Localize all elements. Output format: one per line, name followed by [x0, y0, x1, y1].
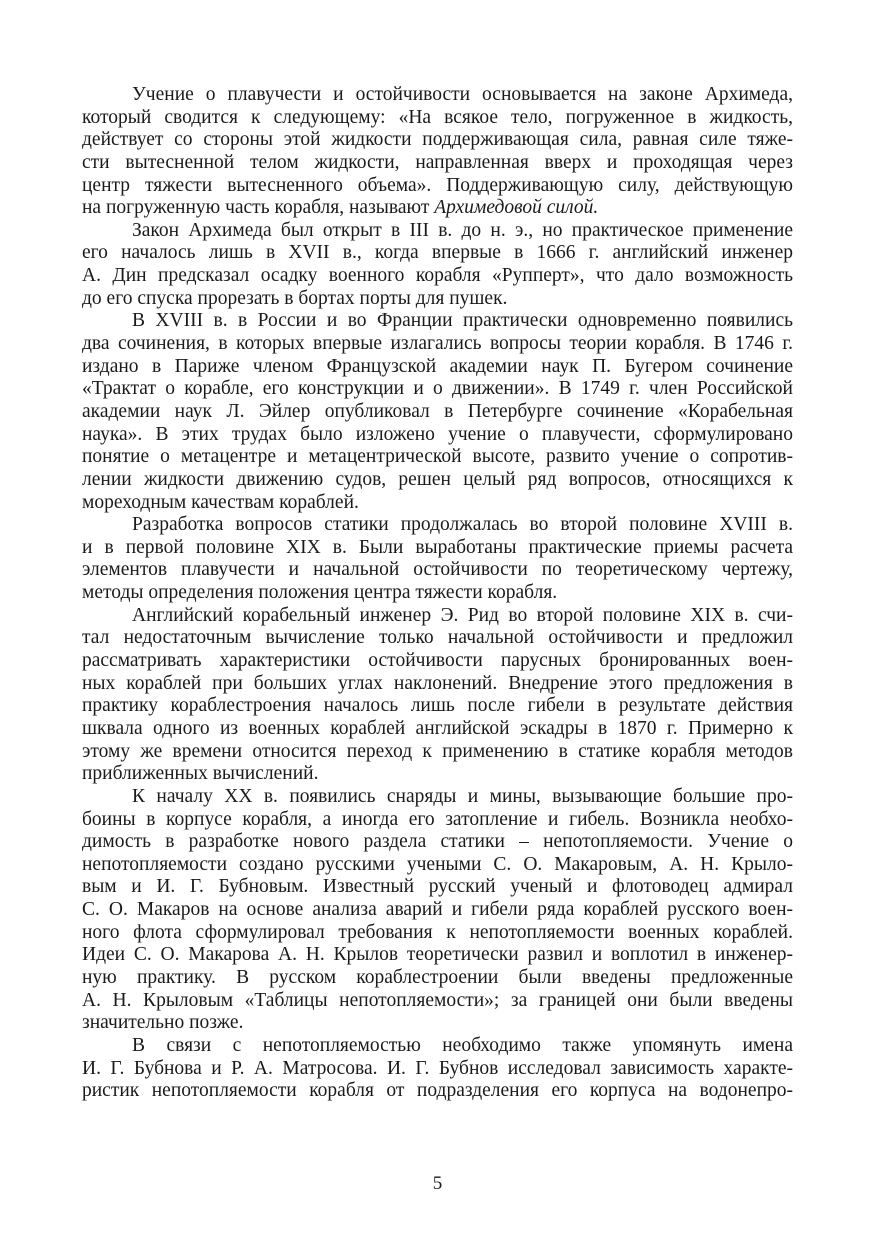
text-line-content: лении жидкости движению судов, решен целый ряд вопросов, относящихся к: [82, 468, 793, 490]
text-line-content: мореходным качествам кораблей.: [82, 491, 359, 513]
text-line-content: А. Н. Крыловым «Таблицы непотопляемости»; за границей они были введены: [82, 989, 793, 1011]
text-line-content: димость в разработке нового раздела статики – непотопляемости. Учение о: [82, 831, 793, 853]
text-line-content: Разработка вопросов статики продолжалась во второй половине XVIII в.: [132, 514, 793, 536]
text-line: [82, 514, 793, 537]
text-line-content: до его спуска прорезать в бортах порты для пушек.: [82, 287, 508, 309]
text-line: [82, 876, 793, 899]
text-line-content: Закон Архимеда был открыт в III в. до н. э., но практическое применение: [132, 219, 793, 241]
text-line-content: ристик непотопляемости корабля от подразделения его корпуса на водонепро-: [82, 1080, 793, 1102]
text-line: [82, 537, 793, 560]
text-line: [82, 786, 793, 809]
text-line: [82, 899, 793, 922]
text-line: [82, 673, 793, 696]
text-line-content: действует со стороны этой жидкости поддерживающая сила, равная силе тяже-: [82, 129, 793, 151]
text-line: [82, 1058, 793, 1081]
page-body-text: [82, 84, 793, 1103]
text-line: [82, 763, 793, 786]
text-line: [82, 831, 793, 854]
text-line: [82, 967, 793, 990]
text-line: [82, 288, 793, 311]
text-line-content: тал недостаточным вычисление только начальной остойчивости и предложил: [82, 627, 793, 649]
text-line-content: вым и И. Г. Бубновым. Известный русский ученый и флотоводец адмирал: [82, 876, 793, 898]
text-line-content: центр тяжести вытесненного объема». Поддерживающую силу, действующую: [82, 174, 793, 196]
text-line: [82, 152, 793, 175]
text-line-content: значительно позже.: [82, 1012, 244, 1034]
text-line: [82, 1080, 793, 1103]
text-line: [82, 242, 793, 265]
text-line-content: который сводится к следующему: «На всякое тело, погруженное в жидкость,: [82, 106, 793, 128]
text-line: [82, 175, 793, 198]
text-line-content: на погруженную часть корабля, называют: [82, 197, 435, 219]
text-line: [82, 197, 793, 220]
text-line-content: ных кораблей при больших углах наклонений. Внедрение этого предложения в: [82, 672, 793, 694]
text-line-content: Идеи С. О. Макарова А. Н. Крылов теоретически развил и воплотил в инженер-: [82, 944, 793, 966]
text-line: [82, 84, 793, 107]
text-line-content: И. Г. Бубнова и Р. А. Матросова. И. Г. Бубнов исследовал зависимость характе-: [82, 1057, 793, 1079]
text-line-content: «Трактат о корабле, его конструкции и о движении». В 1749 г. член Российской: [82, 378, 793, 400]
text-line-content: А. Дин предсказал осадку военного корабля «Рупперт», что дало возможность: [82, 265, 793, 287]
text-line-content: методы определения положения центра тяжести корабля.: [82, 582, 558, 604]
text-line-content: два сочинения, в которых впервые излагались вопросы теории корабля. В 1746 г.: [82, 333, 793, 355]
text-line: [82, 107, 793, 130]
paragraph: [82, 220, 793, 311]
text-line: [82, 627, 793, 650]
text-line: [82, 401, 793, 424]
text-line: [82, 854, 793, 877]
paragraph: [82, 310, 793, 514]
text-line: [82, 1035, 793, 1058]
text-line: [82, 424, 793, 447]
text-line-content: С. О. Макаров на основе анализа аварий и гибели ряда кораблей русского воен-: [82, 899, 793, 921]
text-line-content: издано в Париже членом Французской академии наук П. Бугером сочинение: [82, 355, 793, 377]
paragraph: [82, 786, 793, 1035]
text-line: [82, 582, 793, 605]
text-line-content: понятие о метацентре и метацентрической высоте, развито учение о сопротив-: [82, 446, 793, 468]
text-line-content: практику кораблестроения началось лишь после гибели в результате действия: [82, 695, 793, 717]
text-line-content: элементов плавучести и начальной остойчивости по теоретическому чертежу,: [82, 559, 793, 581]
text-line: [82, 559, 793, 582]
text-line: [82, 469, 793, 492]
text-line-content: приближенных вычислений.: [82, 763, 319, 785]
text-line: [82, 990, 793, 1013]
text-line: [82, 333, 793, 356]
text-line-content: академии наук Л. Эйлер опубликовал в Петербурге сочинение «Корабельная: [82, 400, 793, 422]
text-line: [82, 695, 793, 718]
text-line: [82, 809, 793, 832]
text-line-content: сти вытесненной телом жидкости, направленная вверх и проходящая через: [82, 151, 793, 173]
text-line: [82, 378, 793, 401]
paragraph: [82, 1035, 793, 1103]
text-line-content: боины в корпусе корабля, а иногда его затопление и гибель. Возникла необхо-: [82, 808, 793, 830]
italic-term: Архимедовой силой.: [434, 197, 599, 219]
text-line-content: Учение о плавучести и остойчивости основывается на законе Архимеда,: [132, 84, 793, 105]
text-line-content: К началу XX в. появились снаряды и мины, вызывающие большие про-: [132, 785, 793, 807]
text-line: [82, 492, 793, 515]
text-line-content: его началось лишь в XVII в., когда впервые в 1666 г. английский инженер: [82, 242, 793, 264]
text-line: [82, 310, 793, 333]
text-line-content: наука». В этих трудах было изложено учение о плавучести, сформулировано: [82, 423, 793, 445]
text-line: [82, 741, 793, 764]
paragraph: [82, 605, 793, 786]
text-line: [82, 922, 793, 945]
text-line-content: непотопляемости создано русскими учеными С. О. Макаровым, А. Н. Крыло-: [82, 853, 793, 875]
text-line: [82, 605, 793, 628]
text-line: [82, 446, 793, 469]
text-line-content: рассматривать характеристики остойчивости парусных бронированных воен-: [82, 650, 793, 672]
text-line-content: и в первой половине XIX в. Были выработаны практические приемы расчета: [82, 536, 793, 558]
text-line-content: В связи с непотопляемостью необходимо также упомянуть имена: [132, 1034, 793, 1056]
text-line-content: этому же времени относится переход к применению в статике корабля методов: [82, 740, 793, 762]
page-number: 5: [432, 1173, 443, 1194]
text-line: [82, 718, 793, 741]
text-line: [82, 220, 793, 243]
text-line: [82, 650, 793, 673]
text-line: [82, 1012, 793, 1035]
paragraph: [82, 514, 793, 605]
text-line-content: ного флота сформулировал требования к непотопляемости военных кораблей.: [82, 921, 793, 943]
text-line: [82, 356, 793, 379]
text-line-content: шквала одного из военных кораблей английской эскадры в 1870 г. Примерно к: [82, 717, 793, 739]
text-line: [82, 129, 793, 152]
text-line-content: ную практику. В русском кораблестроении были введены предложенные: [82, 966, 793, 988]
text-line-content: В XVIII в. в России и во Франции практически одновременно появились: [132, 310, 793, 332]
text-line: [82, 944, 793, 967]
text-line: [82, 265, 793, 288]
text-line-content: Английский корабельный инженер Э. Рид во второй половине XIX в. счи-: [132, 604, 793, 626]
paragraph: [82, 84, 793, 220]
